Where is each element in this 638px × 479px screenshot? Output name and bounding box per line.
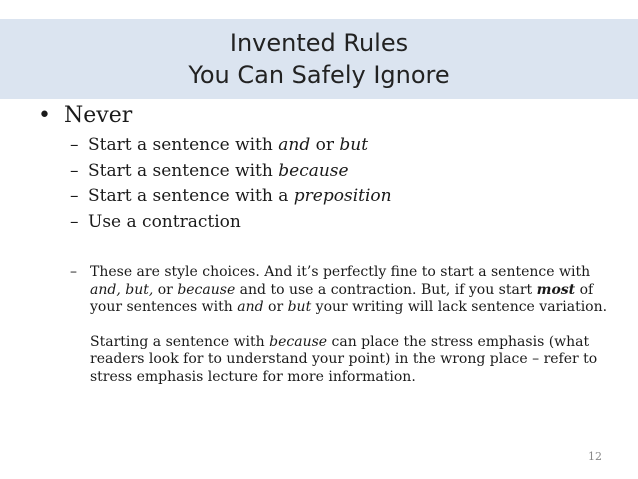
note-text: These are style choices. And it’s perfectly fine to start a sentence with	[90, 264, 591, 280]
sub-bullet-item	[70, 159, 392, 185]
sub-bullet-text	[88, 159, 349, 185]
sub-bullet-text	[88, 133, 368, 159]
sub-text: or	[310, 135, 340, 155]
note-emphasis: because	[269, 333, 328, 350]
sub-bullet-item	[70, 184, 392, 210]
style-note-body	[90, 264, 610, 386]
note-text: Starting a sentence with	[90, 333, 270, 350]
main-bullet-label: Never	[64, 103, 133, 128]
dash-icon: –	[70, 264, 77, 280]
sub-emphasis: preposition	[293, 186, 392, 206]
note-text: or	[153, 281, 178, 298]
slide-title-bar	[0, 19, 638, 99]
bullet-dot-icon: •	[38, 103, 51, 128]
sub-bullet-text: Use a contraction	[88, 211, 241, 232]
note-paragraph-1	[90, 264, 610, 317]
note-emphasis: but	[287, 299, 312, 315]
note-emphasis: and, but,	[90, 281, 154, 298]
sub-text: Start a sentence with	[88, 160, 279, 181]
sub-text: Start a sentence with	[88, 135, 279, 155]
note-paragraph-2	[90, 334, 610, 387]
main-bullet	[38, 103, 132, 129]
style-note	[70, 264, 610, 386]
dash-icon: –	[70, 186, 79, 206]
note-emphasis: and	[237, 299, 264, 315]
note-text: your writing will lack sentence variation.	[311, 299, 608, 315]
sub-emphasis: because	[278, 160, 349, 181]
sub-emphasis: and	[278, 135, 311, 155]
note-text: can place the stress emphasis (what readers look for to understand your point) in the wrong place – refer to stress emphasis lecture for more information.	[90, 333, 598, 385]
note-strong-emphasis: most	[536, 281, 576, 298]
sub-bullet-item	[70, 133, 392, 159]
sub-bullet-text	[88, 184, 392, 210]
note-text: and to use a contraction. But, if you start	[235, 281, 537, 298]
note-emphasis: because	[177, 281, 236, 298]
sub-bullet-list	[70, 133, 392, 235]
dash-icon: –	[70, 211, 79, 232]
slide-title-line-1: Invented Rules	[229, 29, 409, 57]
slide-title-line-2: You Can Safely Ignore	[188, 61, 450, 89]
dash-icon: –	[70, 135, 79, 155]
sub-emphasis: but	[339, 135, 369, 155]
sub-text: Start a sentence with a	[88, 186, 294, 206]
page-number: 12	[588, 450, 602, 463]
sub-bullet-item	[70, 210, 392, 236]
dash-icon: –	[70, 160, 79, 181]
note-text: or	[263, 299, 288, 315]
note-text: of your sentences with	[90, 281, 594, 315]
